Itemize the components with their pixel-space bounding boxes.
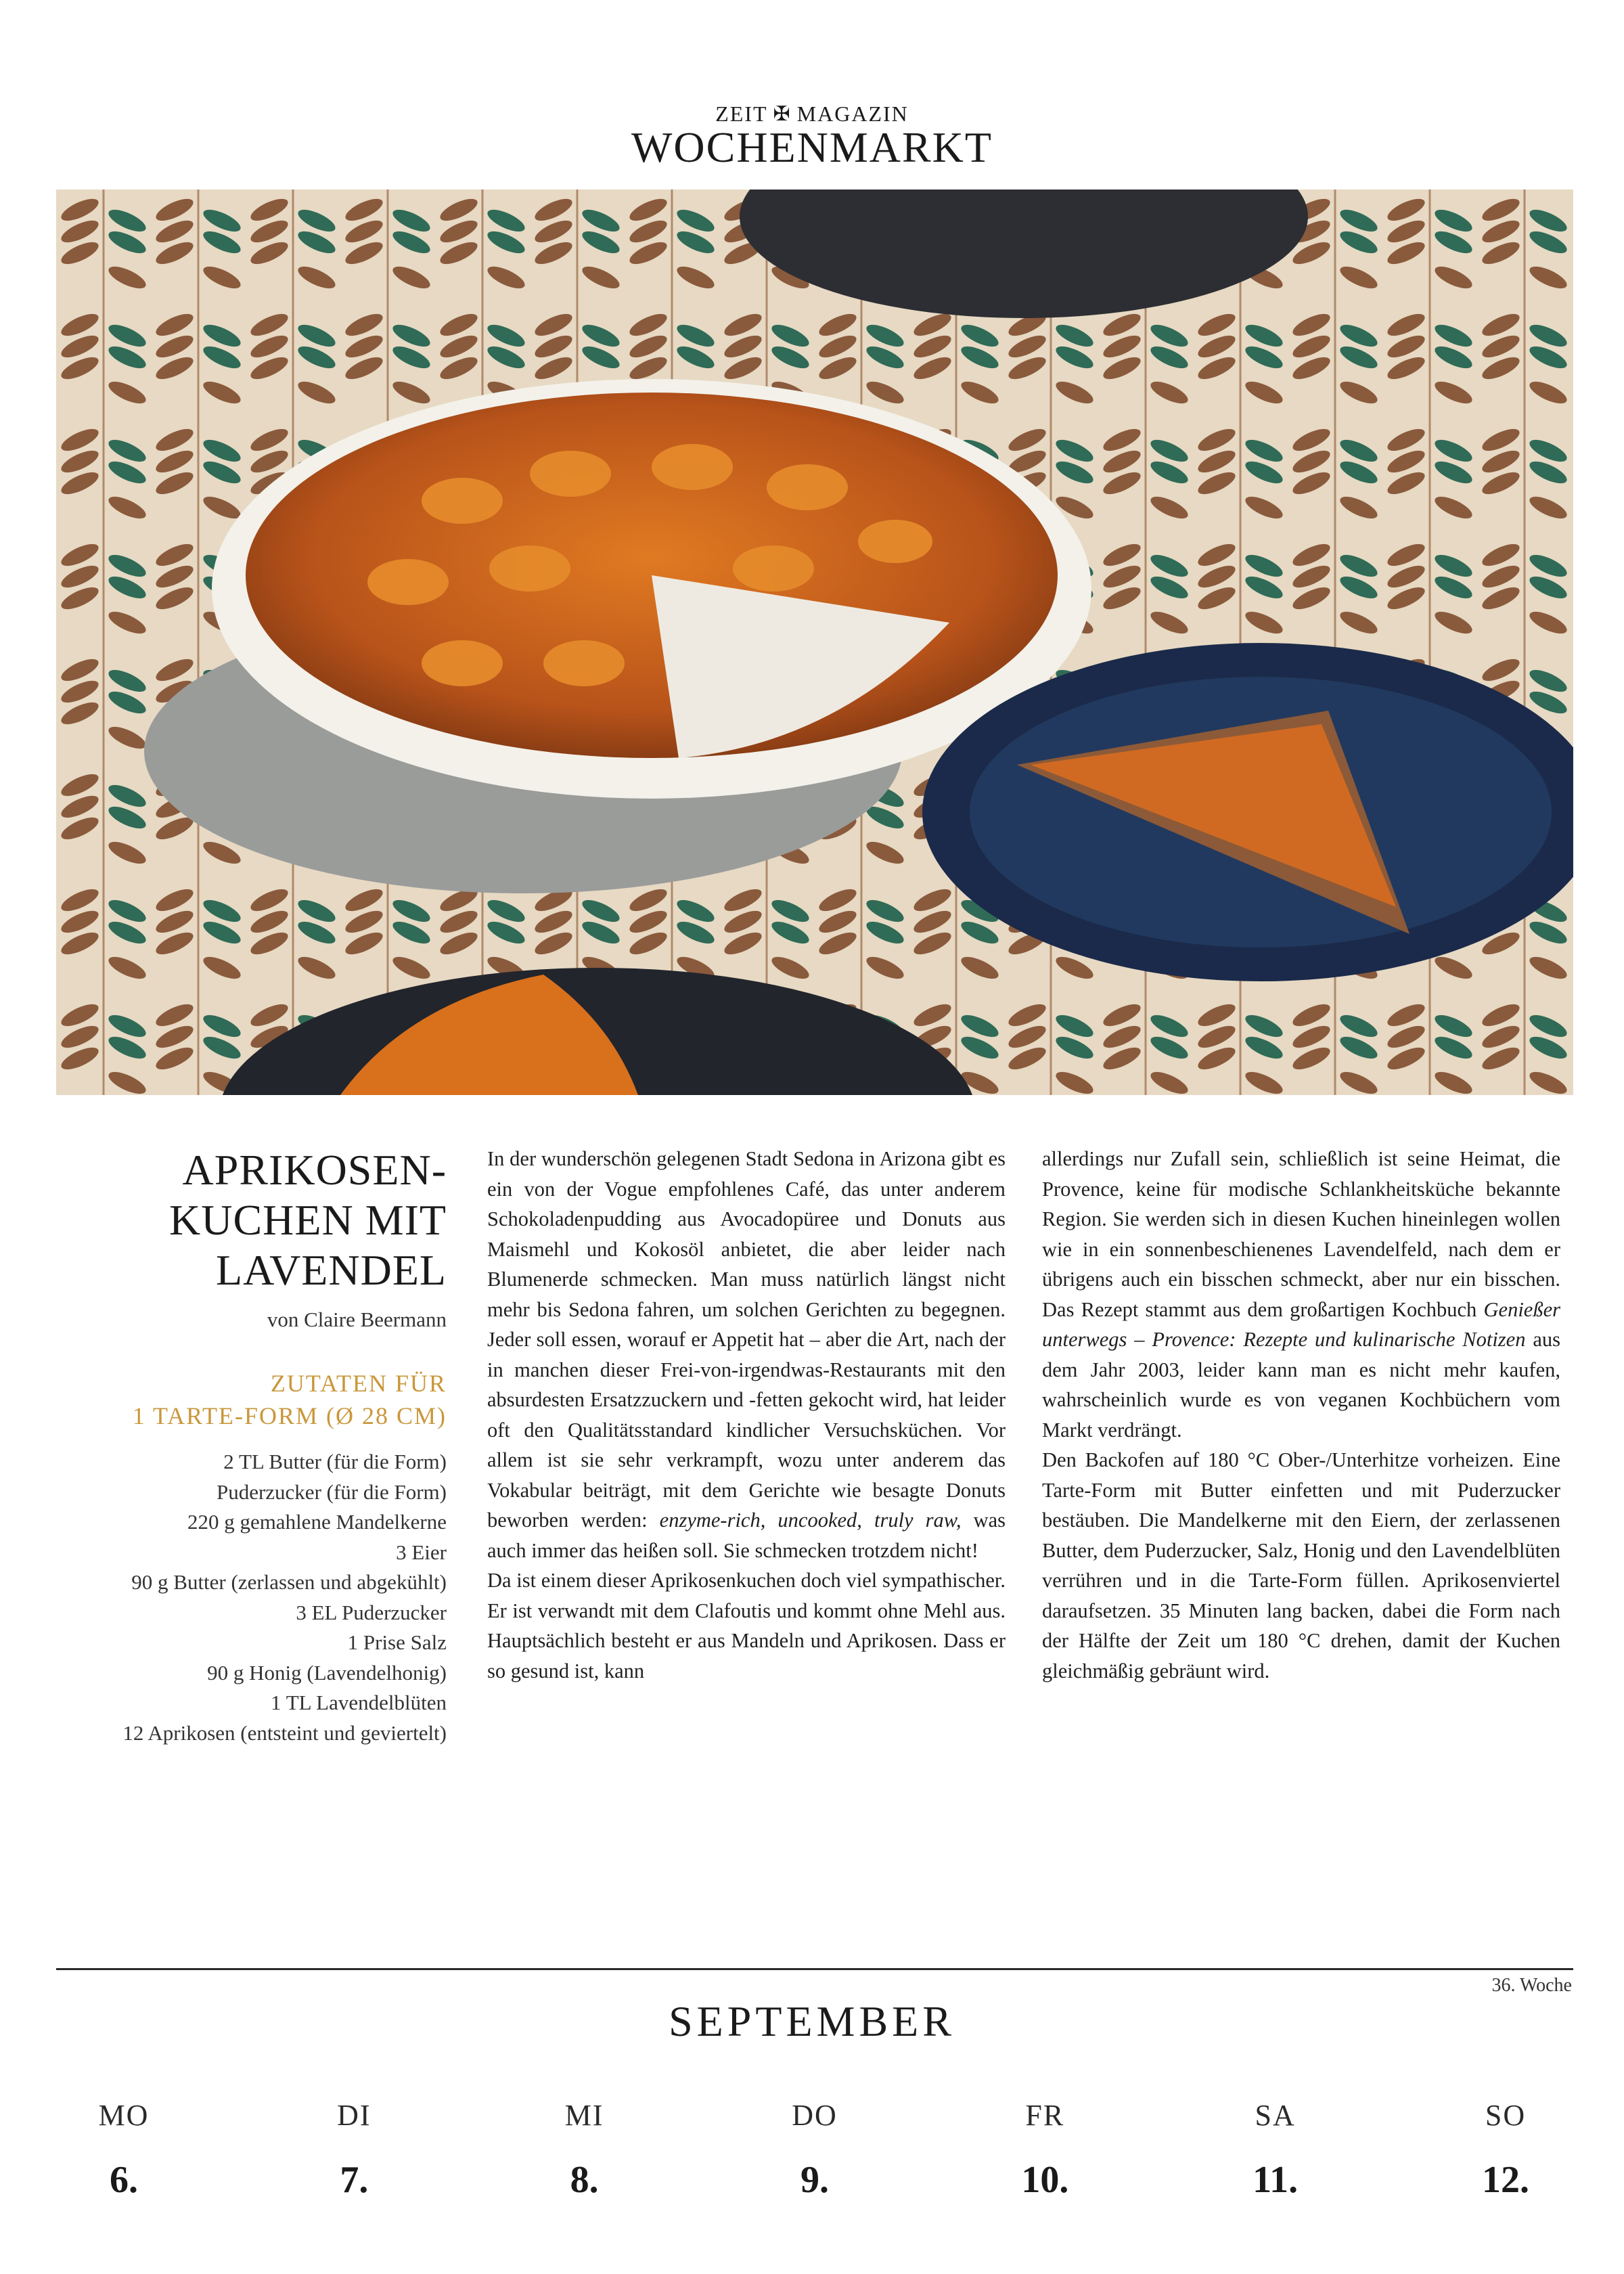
- calendar-day: [56, 2098, 191, 2202]
- recipe-sidebar: [54, 1145, 447, 1748]
- day-name: SA: [1255, 2099, 1296, 2132]
- week-number: 36. Woche: [1491, 1975, 1572, 1996]
- day-name: FR: [1025, 2099, 1065, 2132]
- author-byline: von Claire Beermann: [267, 1308, 447, 1331]
- apricot-cake-illustration: [56, 190, 1573, 1095]
- ingredient-item: 2 TL Butter (für die Form): [223, 1450, 447, 1473]
- ingredients-list: [54, 1447, 447, 1748]
- day-date: 11.: [1253, 2159, 1299, 2201]
- day-date: 6.: [110, 2159, 138, 2201]
- ingredient-item: 1 Prise Salz: [347, 1630, 447, 1654]
- title-line: APRIKOSEN-: [182, 1146, 447, 1194]
- day-name: MO: [98, 2099, 150, 2132]
- calendar-days: [56, 2098, 1573, 2202]
- ingredient-item: Puderzucker (für die Form): [216, 1479, 447, 1504]
- day-date: 8.: [570, 2159, 599, 2201]
- article-emphasis: enzyme-rich, uncooked, truly raw,: [659, 1509, 962, 1532]
- ingredient-item: 90 g Butter (zerlassen und abgekühlt): [131, 1570, 447, 1594]
- month-title: SEPTEMBER: [669, 1997, 955, 2045]
- day-date: 9.: [800, 2159, 829, 2201]
- ingredient-item: 1 TL Lavendelblüten: [271, 1691, 447, 1714]
- article-paragraph: Da ist einem dieser Aprikosenkuchen doch viel sympathischer. Er ist verwandt mit dem Clafoutis und kommt ohne Mehl aus. Hauptsächlich besteht er aus Mandeln und Aprikosen. Dass er so gesund ist, kann: [487, 1569, 1006, 1682]
- recipe-title: [54, 1145, 447, 1295]
- article-text: was auch immer das heißen soll. Sie schmecken trotzdem nicht!: [487, 1509, 1006, 1562]
- ingredient-item: 12 Aprikosen (entsteint und geviertelt): [122, 1720, 447, 1745]
- masthead-magazin: MAGAZIN: [796, 102, 909, 126]
- title-line: LAVENDEL: [216, 1246, 447, 1294]
- calendar-day: [286, 2098, 422, 2202]
- article-paragraph: [1042, 1144, 1560, 1445]
- recipe-instructions: Den Backofen auf 180 °C Ober-/Unterhitze vorheizen. Eine Tarte-Form mit Butter einfetten und mit Puderzucker bestäuben. Die Mandelkerne mit den Eiern, der zerlassenen Butter, dem Puderzucker, Salz, Honig und den Lavendelblüten verrühren und in die Tarte-Form füllen. Aprikosenviertel daraufsetzen. 35 Minuten lang backen, dabei die Form nach der Hälfte der Zeit um 180 °C drehen, damit der Kuchen gleichmäßig gebräunt wird.: [1042, 1448, 1560, 1682]
- ingredients-heading-line: 1 TARTE-FORM (Ø 28 CM): [132, 1402, 447, 1429]
- day-name: MI: [564, 2099, 604, 2132]
- article-paragraph: [487, 1144, 1006, 1565]
- recipe-photo: [56, 190, 1573, 1095]
- day-date: 10.: [1021, 2159, 1069, 2201]
- ingredients-heading-line: ZUTATEN FÜR: [270, 1370, 447, 1397]
- calendar-day: [747, 2098, 882, 2202]
- day-date: 7.: [340, 2159, 369, 2201]
- calendar-divider: [56, 1968, 1573, 1970]
- ingredient-item: 220 g gemahlene Mandelkerne: [187, 1510, 447, 1534]
- eagle-emblem-icon: ✠: [773, 103, 792, 125]
- day-date: 12.: [1481, 2159, 1529, 2201]
- ingredients-heading: [54, 1367, 447, 1432]
- book-title: Genießer unterwegs – Provence: Rezepte und kulinarische Notizen: [1042, 1297, 1560, 1351]
- article-text: In der wunderschön gelegenen Stadt Sedona in Arizona gibt es ein von der Vogue empfohlenes Café, das unter anderem Schokoladenpudding aus Avocadopüree und Donuts aus Maismehl und Kokosöl anbietet, die aber leider nach Blumenerde schmecken. Man muss natürlich längst nicht mehr bis Sedona fahren, um solchen Gerichten zu begegnen. Jeder soll essen, worauf er Appetit hat – aber die Art, nach der in manchen dieser Frei-von-irgendwas-Restaurants mit den absurdesten Ersatzzuckern und -fetten gekocht wird, hat leider oft den Qualitätsstandard kindlicher Versuchsküchen. Vor allem ist sie sehr verkrampft, wozu unter anderem das Vokabular beiträgt, mit dem Gerichte wie besagte Donuts beworben werden:: [487, 1147, 1006, 1532]
- article-column-2: [1042, 1144, 1560, 1686]
- masthead-title: WOCHENMARKT: [631, 123, 993, 171]
- ingredient-item: 3 Eier: [396, 1540, 447, 1564]
- day-name: DI: [337, 2099, 371, 2132]
- masthead-zeit: ZEIT: [715, 102, 768, 126]
- ingredient-item: 3 EL Puderzucker: [296, 1600, 447, 1624]
- day-name: SO: [1485, 2099, 1527, 2132]
- masthead: [0, 102, 1624, 173]
- calendar-day: [977, 2098, 1112, 2202]
- calendar-day: [517, 2098, 652, 2202]
- calendar-day: [1208, 2098, 1343, 2202]
- calendar-day: [1438, 2098, 1573, 2202]
- ingredient-item: 90 g Honig (Lavendelhonig): [207, 1660, 447, 1685]
- article-text: aus dem Jahr 2003, leider kann man es nicht mehr kaufen, wahrscheinlich wurde es von veganen Kochbüchern vom Markt verdrängt.: [1042, 1328, 1560, 1442]
- title-line: KUCHEN MIT: [169, 1196, 447, 1244]
- day-name: DO: [792, 2099, 838, 2132]
- article-column-1: [487, 1144, 1006, 1686]
- article-text: allerdings nur Zufall sein, schließlich ist seine Heimat, die Provence, keine für modische Schlankheitsküche bekannte Region. Sie werden sich in diesen Kuchen hineinlegen wollen wie in ein sonnenbeschienenes Lavendelfeld, nach dem er übrigens auch ein bisschen schmeckt, aber nur ein bisschen. Das Rezept stammt aus dem großartigen Kochbuch: [1042, 1147, 1560, 1321]
